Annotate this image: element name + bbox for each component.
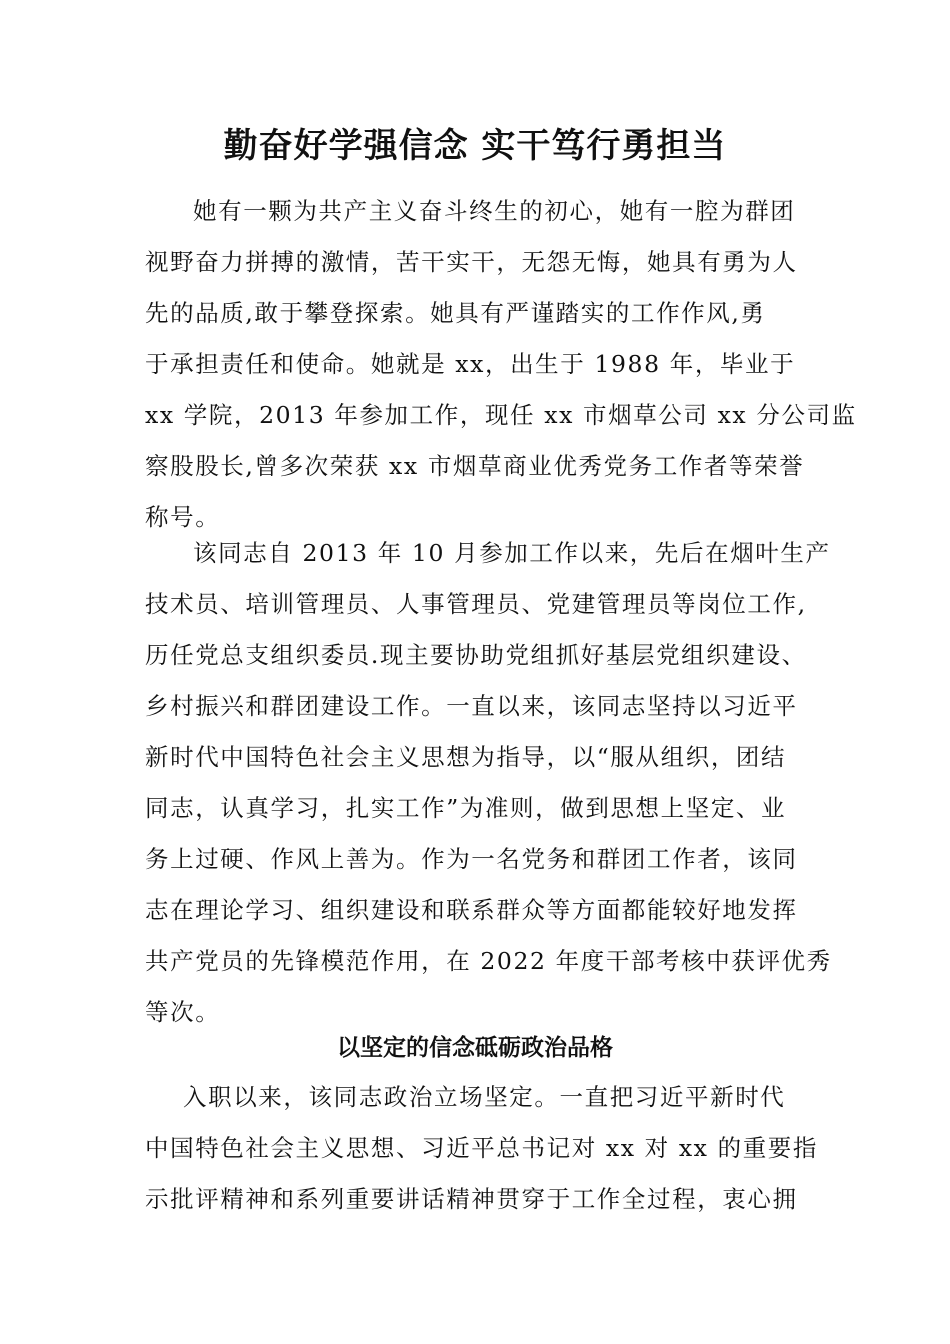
paragraph-intro <box>145 186 857 543</box>
text-line: 该同志自 2013 年 10 月参加工作以来，先后在烟叶生产 <box>193 539 831 567</box>
text-line: 技术员、培训管理员、人事管理员、党建管理员等岗位工作, <box>145 590 807 618</box>
text-line: 同志，认真学习，扎实工作”为准则，做到思想上坚定、业 <box>145 794 787 822</box>
text-line: 等次。 <box>145 998 221 1026</box>
text-line: 视野奋力拼搏的激情，苦干实干，无怨无悔，她具有勇为人 <box>145 248 798 276</box>
text-line: 入职以来，该同志政治立场坚定。一直把习近平新时代 <box>183 1083 786 1111</box>
text-line: 乡村振兴和群团建设工作。一直以来，该同志坚持以习近平 <box>145 692 798 720</box>
document-title: 勤奋好学强信念 实干笃行勇担当 <box>223 126 727 166</box>
text-line: 先的品质,敢于攀登探索。她具有严谨踏实的工作作风,勇 <box>145 299 766 327</box>
section-heading: 以坚定的信念砥砺政治品格 <box>337 1035 613 1061</box>
text-line: 称号。 <box>145 503 221 531</box>
paragraph-career <box>145 528 832 1038</box>
text-line: 新时代中国特色社会主义思想为指导，以“服从组织，团结 <box>145 743 787 771</box>
text-line: xx 学院，2013 年参加工作，现任 xx 市烟草公司 xx 分公司监 <box>145 401 857 429</box>
text-line: 察股股长,曾多次荣获 xx 市烟草商业优秀党务工作者等荣誉 <box>145 452 805 480</box>
text-line: 志在理论学习、组织建设和联系群众等方面都能较好地发挥 <box>145 896 798 924</box>
paragraph-political <box>145 1072 818 1225</box>
text-line: 示批评精神和系列重要讲话精神贯穿于工作全过程，衷心拥 <box>145 1185 798 1213</box>
text-line: 务上过硬、作风上善为。作为一名党务和群团工作者，该同 <box>145 845 798 873</box>
text-line: 于承担责任和使命。她就是 xx，出生于 1988 年，毕业于 <box>145 350 796 378</box>
text-line: 中国特色社会主义思想、习近平总书记对 xx 对 xx 的重要指 <box>145 1134 818 1162</box>
text-line: 她有一颗为共产主义奋斗终生的初心，她有一腔为群团 <box>193 197 796 225</box>
text-line: 历任党总支组织委员.现主要协助党组抓好基层党组织建设、 <box>145 641 807 669</box>
text-line: 共产党员的先锋模范作用，在 2022 年度干部考核中获评优秀 <box>145 947 832 975</box>
